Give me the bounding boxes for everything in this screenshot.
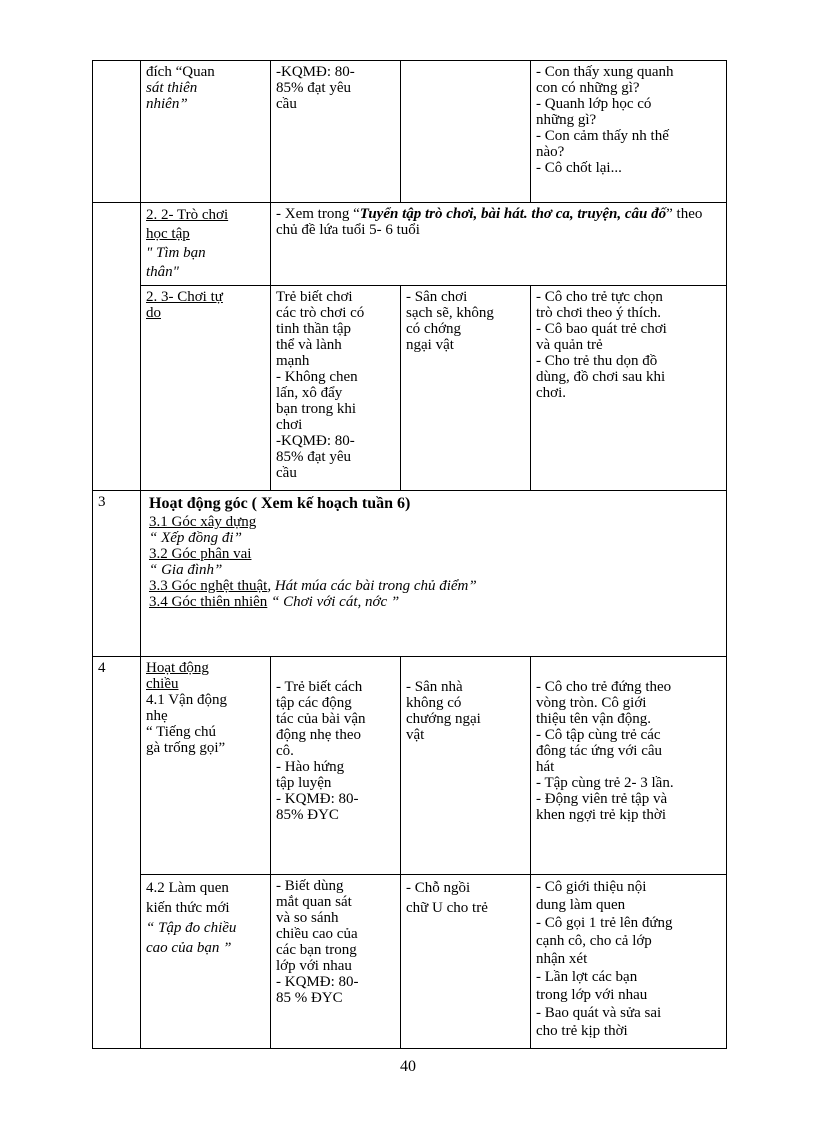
activity-cell: đích “Quan sát thiên nhiên” — [141, 61, 271, 203]
table-row — [93, 203, 727, 286]
preparation-cell: - Sân chơi sạch sẽ, không có chớng ngại vật — [401, 286, 531, 491]
index-cell — [93, 61, 141, 203]
table-row — [93, 286, 727, 491]
row-number: 3 — [93, 491, 141, 657]
table-row — [93, 657, 727, 875]
corner-activity-cell: Hoạt động góc ( Xem kế hoạch tuần 6) 3.1 Góc xây dựng “ Xếp đồng đi” 3.2 Góc phân vai “ Gia đình” 3.3 Góc nghệt thuật, Hát múa các bài trong chủ điểm” 3.4 Góc thiên nhiên “ Chơi với cát, nớc ” — [141, 491, 727, 657]
table-row — [93, 61, 727, 203]
lesson-plan-table — [92, 60, 727, 1049]
activity-cell: 2. 2- Trò chơi học tập " Tìm bạn thân" — [141, 203, 271, 286]
row-number: 4 — [93, 657, 141, 1049]
activity-cell: Hoạt động chiều 4.1 Vận động nhẹ “ Tiếng chú gà trống gọi” — [141, 657, 271, 875]
objective-cell: -KQMĐ: 80- 85% đạt yêu cầu — [271, 61, 401, 203]
activity-cell: 4.2 Làm quen kiến thức mới “ Tập đo chiều cao của bạn ” — [141, 875, 271, 1049]
page-number: 40 — [400, 1058, 416, 1075]
index-cell — [93, 203, 141, 491]
reference-cell: - Xem trong “Tuyển tập trò chơi, bài hát. thơ ca, truyện, câu đố” theo chủ đề lứa tuổi 5- 6 tuổi — [271, 203, 727, 286]
preparation-cell: - Chỗ ngồi chữ U cho trẻ — [401, 875, 531, 1049]
guidance-cell: - Cô cho trẻ tực chọn trò chơi theo ý thích. - Cô bao quát trẻ chơi và quản trẻ - Cho trẻ thu dọn đồ dùng, đồ chơi sau khi chơi. — [531, 286, 727, 491]
guidance-cell: - Cô cho trẻ đứng theo vòng tròn. Cô giới thiệu tên vận động. - Cô tập cùng trẻ các đông tác ứng với câu hát - Tập cùng trẻ 2- 3 lần. - Động viên trẻ tập và khen ngợi trẻ kịp thời — [531, 657, 727, 875]
activity-cell: 2. 3- Chơi tự do — [141, 286, 271, 491]
objective-cell: Trẻ biết chơi các trò chơi có tinh thần tập thể và lành mạnh - Không chen lấn, xô đẩy bạn trong khi chơi -KQMĐ: 80- 85% đạt yêu cầu — [271, 286, 401, 491]
preparation-cell: - Sân nhà không có chướng ngại vật — [401, 657, 531, 875]
guidance-cell: - Cô giới thiệu nội dung làm quen - Cô gọi 1 trẻ lên đứng cạnh cô, cho cả lớp nhận xét - Lần lợt các bạn trong lớp với nhau - Bao quát và sửa sai cho trẻ kịp thời — [531, 875, 727, 1049]
table-row — [93, 491, 727, 657]
guidance-cell: - Con thấy xung quanh con có những gì? - Quanh lớp học có những gì? - Con cảm thấy nh thế nào? - Cô chốt lại... — [531, 61, 727, 203]
table-row — [93, 875, 727, 1049]
preparation-cell — [401, 61, 531, 203]
objective-cell: - Trẻ biết cách tập các động tác của bài vận động nhẹ theo cô. - Hào hứng tập luyện - KQMĐ: 80- 85% ĐYC — [271, 657, 401, 875]
objective-cell: - Biết dùng mắt quan sát và so sánh chiều cao của các bạn trong lớp với nhau - KQMĐ: 80- 85 % ĐYC — [271, 875, 401, 1049]
